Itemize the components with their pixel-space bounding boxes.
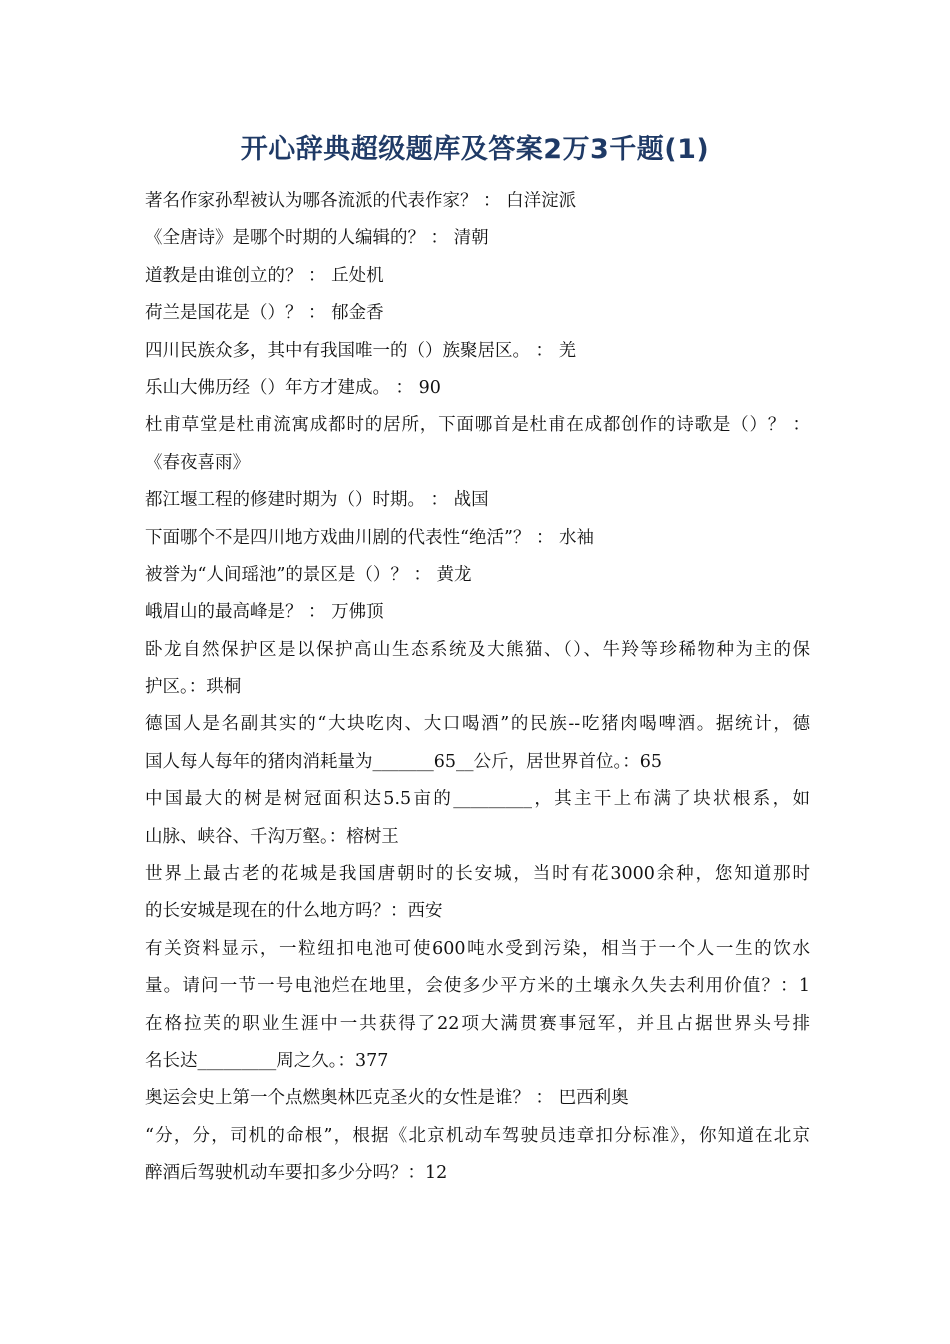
text-line: 四川民族众多，其中有我国唯一的（）族聚居区。 ： 羌 (145, 340, 577, 361)
text-line: 道教是由谁创立的？ ： 丘处机 (145, 265, 384, 286)
text-line: 名长达_________周之久。：377 (145, 1050, 389, 1071)
text-line: 奥运会史上第一个点燃奥林匹克圣火的女性是谁？ ： 巴西利奥 (145, 1088, 629, 1109)
text-line: 都江堰工程的修建时期为（）时期。 ： 战国 (145, 490, 489, 511)
text-line: 护区。：珙桐 (145, 677, 242, 698)
text-line: 中国最大的树是树冠面积达5.5亩的_________，其主干上布满了块状根系，如 (145, 789, 810, 810)
text-line: 有关资料显示，一粒纽扣电池可使600吨水受到污染，相当于一个人一生的饮水 (145, 938, 810, 959)
text-line: 《全唐诗》是哪个时期的人编辑的？ ： 清朝 (145, 228, 489, 249)
text-line: 卧龙自然保护区是以保护高山生态系统及大熊猫、（）、牛羚等珍稀物种为主的保 (145, 639, 810, 660)
text-line: 乐山大佛历经（）年方才建成。 ： 90 (145, 377, 441, 398)
text-line: 德国人是名副其实的“大块吃肉、大口喝酒”的民族--吃猪肉喝啤酒。据统计，德 (145, 714, 810, 735)
text-line: 世界上最古老的花城是我国唐朝时的长安城，当时有花3000余种，您知道那时 (145, 864, 810, 885)
text-line: 荷兰是国花是（）？ ： 郁金香 (145, 303, 384, 324)
document-title: 开心辞典超级题库及答案2万3千题(1) (240, 134, 710, 165)
text-line: 国人每人每年的猪肉消耗量为_______65__公斤，居世界首位。：65 (145, 751, 663, 772)
text-line: 山脉、峡谷、千沟万壑。：榕树王 (145, 826, 399, 847)
text-line: 下面哪个不是四川地方戏曲川剧的代表性“绝活”？ ： 水袖 (145, 527, 595, 548)
text-line: 被誉为“人间瑶池”的景区是（）？ ： 黄龙 (145, 564, 472, 585)
text-line: 峨眉山的最高峰是？ ： 万佛顶 (145, 602, 384, 623)
text-line: 著名作家孙犁被认为哪各流派的代表作家？ ： 白洋淀派 (145, 191, 577, 211)
text-line: 在格拉芙的职业生涯中一共获得了22项大满贯赛事冠军，并且占据世界头号排 (145, 1013, 810, 1034)
text-line: 杜甫草堂是杜甫流寓成都时的居所，下面哪首是杜甫在成都创作的诗歌是（）？ ： (145, 415, 810, 436)
text-line: 醉酒后驾驶机动车要扣多少分吗？：12 (145, 1163, 448, 1184)
text-line: “分，分，司机的命根”，根据《北京机动车驾驶员违章扣分标准》，你知道在北京 (145, 1125, 810, 1146)
document-body (145, 183, 810, 1193)
text-line: 的长安城是现在的什么地方吗？：西安 (145, 901, 443, 922)
text-line: 量。请问一节一号电池烂在地里，会使多少平方米的土壤永久失去利用价值？：1 (145, 976, 810, 997)
text-line: 《春夜喜雨》 (145, 452, 250, 473)
